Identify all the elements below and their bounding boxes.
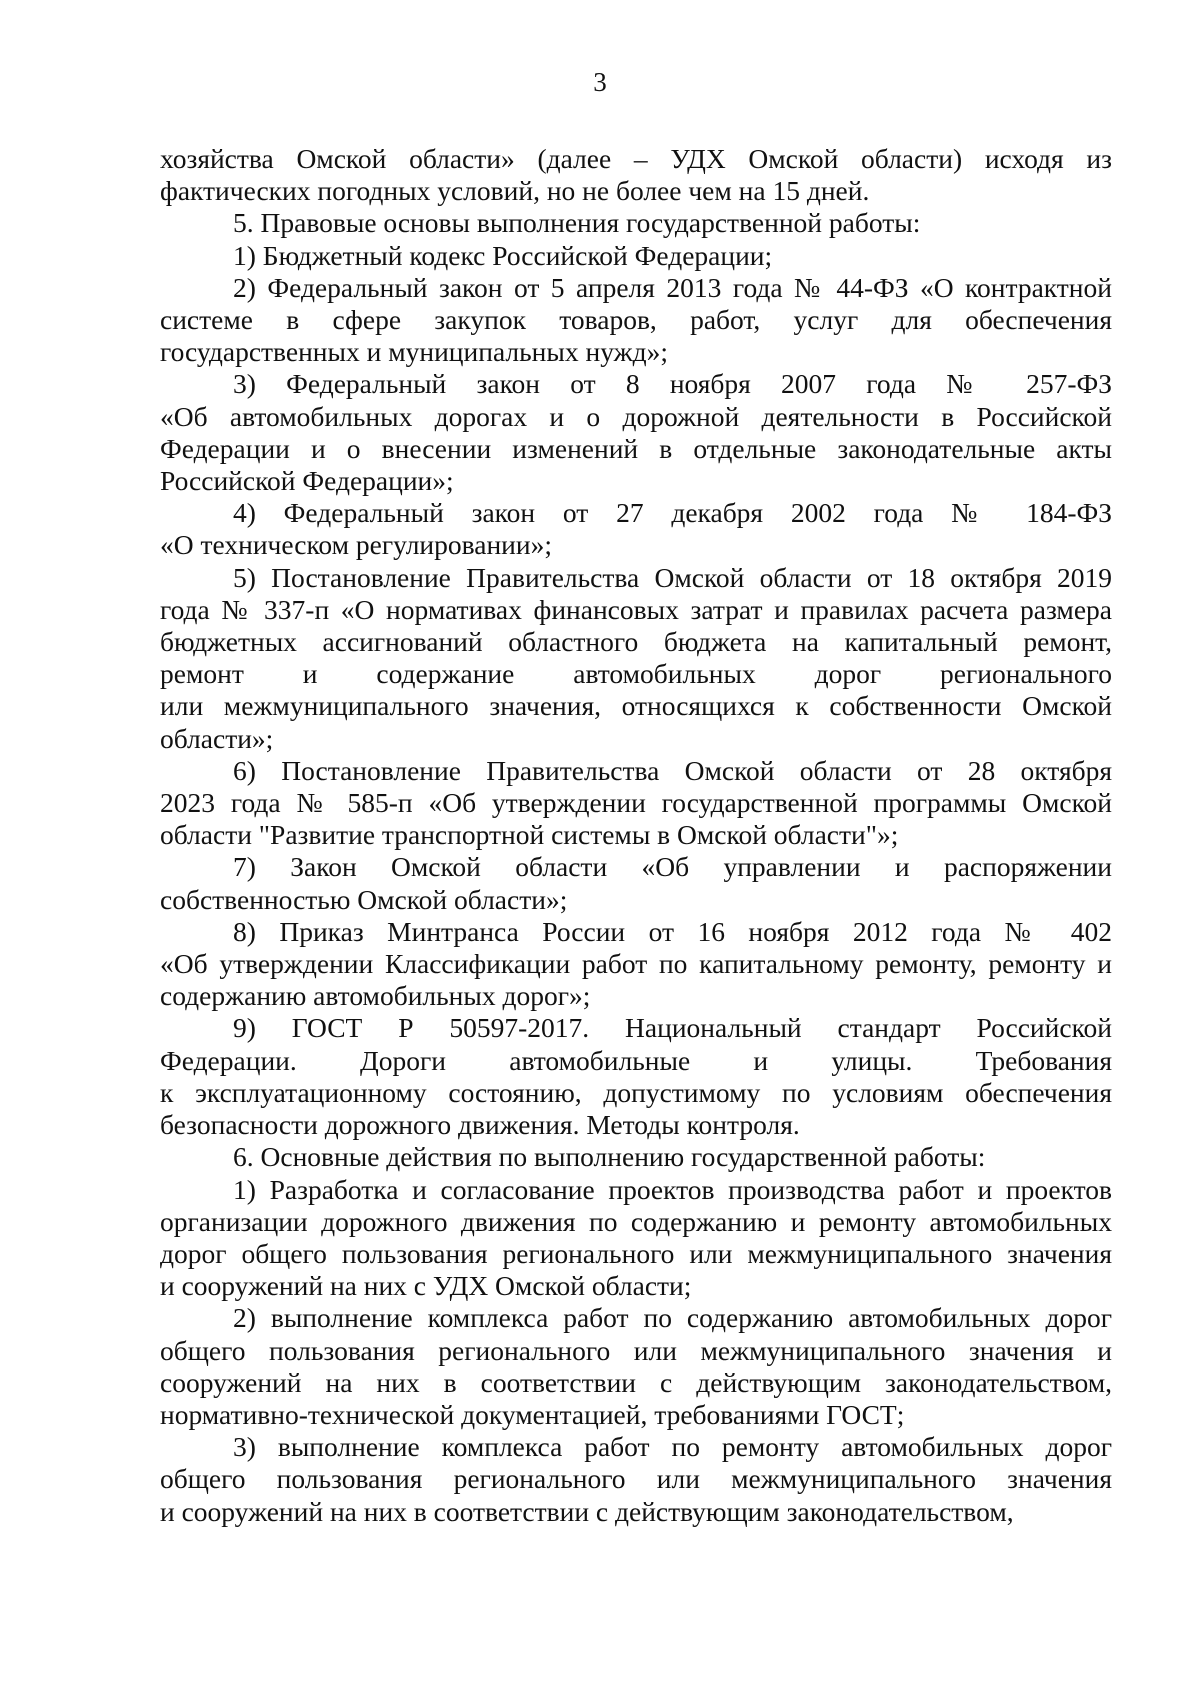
text-line: нормативно-технической документацией, требованиями ГОСТ; xyxy=(160,1398,905,1430)
text-line: 4) Федеральный закон от 27 декабря 2002 года № 184-ФЗ xyxy=(233,497,1112,529)
text-line: 5. Правовые основы выполнения государственной работы: xyxy=(233,207,921,239)
text-line: фактических погодных условий, но не более чем на 15 дней. xyxy=(160,175,870,207)
text-line: 6. Основные действия по выполнению государственной работы: xyxy=(233,1141,986,1173)
text-line: 7) Закон Омской области «Об управлении и распоряжении xyxy=(233,851,1112,883)
text-line: содержанию автомобильных дорог»; xyxy=(160,980,591,1012)
paragraph xyxy=(160,755,1112,852)
text-line: общего пользования регионального или межмуниципального значения и xyxy=(160,1334,1112,1366)
text-line: бюджетных ассигнований областного бюджета на капитальный ремонт, xyxy=(160,626,1112,658)
paragraph xyxy=(160,1141,1112,1173)
text-line: 3) Федеральный закон от 8 ноября 2007 года № 257-ФЗ xyxy=(233,368,1112,400)
text-line: к эксплуатационному состоянию, допустимому по условиям обеспечения xyxy=(160,1076,1112,1108)
text-line: Федерации и о внесении изменений в отдельные законодательные акты xyxy=(160,432,1112,464)
paragraph xyxy=(160,851,1112,915)
text-line: «Об автомобильных дорогах и о дорожной деятельности в Российской xyxy=(160,400,1112,432)
text-line: общего пользования регионального или межмуниципального значения xyxy=(160,1463,1112,1495)
text-line: 2023 года № 585-п «Об утверждении государственной программы Омской xyxy=(160,787,1112,819)
paragraph xyxy=(160,562,1112,755)
text-line: «Об утверждении Классификации работ по капитальному ремонту, ремонту и xyxy=(160,948,1112,980)
text-line: ремонт и содержание автомобильных дорог регионального xyxy=(160,658,1112,690)
text-line: 2) выполнение комплекса работ по содержанию автомобильных дорог xyxy=(233,1302,1112,1334)
text-line: 2) Федеральный закон от 5 апреля 2013 года № 44-ФЗ «О контрактной xyxy=(233,271,1112,303)
paragraph xyxy=(160,1012,1112,1141)
text-line: 9) ГОСТ Р 50597-2017. Национальный стандарт Российской xyxy=(233,1012,1112,1044)
paragraph xyxy=(160,272,1112,369)
text-line: 1) Бюджетный кодекс Российской Федерации; xyxy=(233,239,773,271)
paragraph xyxy=(160,497,1112,561)
text-line: дорог общего пользования регионального или межмуниципального значения xyxy=(160,1237,1112,1269)
text-line: организации дорожного движения по содержанию и ремонту автомобильных xyxy=(160,1205,1112,1237)
text-line: года № 337-п «О нормативах финансовых затрат и правилах расчета размера xyxy=(160,593,1112,625)
text-line: «О техническом регулировании»; xyxy=(160,529,553,561)
text-line: 3) выполнение комплекса работ по ремонту автомобильных дорог xyxy=(233,1431,1112,1463)
paragraph xyxy=(160,207,1112,239)
text-line: государственных и муниципальных нужд»; xyxy=(160,336,668,368)
paragraph xyxy=(160,368,1112,497)
text-line: сооружений на них в соответствии с действующим законодательством, xyxy=(160,1366,1112,1398)
text-line: 6) Постановление Правительства Омской области от 28 октября xyxy=(233,754,1112,786)
paragraph xyxy=(160,143,1112,207)
document-body xyxy=(160,143,1112,1528)
paragraph xyxy=(160,916,1112,1013)
text-line: области»; xyxy=(160,722,274,754)
text-line: Российской Федерации»; xyxy=(160,465,454,497)
text-line: безопасности дорожного движения. Методы контроля. xyxy=(160,1109,800,1141)
text-line: хозяйства Омской области» (далее – УДХ Омской области) исходя из xyxy=(160,143,1112,174)
paragraph xyxy=(160,1302,1112,1431)
text-line: области "Развитие транспортной системы в Омской области"»; xyxy=(160,819,899,851)
text-line: и сооружений на них с УДХ Омской области; xyxy=(160,1270,692,1302)
paragraph xyxy=(160,1431,1112,1528)
text-line: 5) Постановление Правительства Омской области от 18 октября 2019 xyxy=(233,561,1112,593)
text-line: Федерации. Дороги автомобильные и улицы. Требования xyxy=(160,1044,1112,1076)
text-line: или межмуниципального значения, относящихся к собственности Омской xyxy=(160,690,1112,722)
page-number: 3 xyxy=(593,67,607,97)
paragraph xyxy=(160,240,1112,272)
paragraph xyxy=(160,1174,1112,1303)
text-line: 1) Разработка и согласование проектов производства работ и проектов xyxy=(233,1173,1112,1205)
text-line: собственностью Омской области»; xyxy=(160,883,568,915)
text-line: системе в сфере закупок товаров, работ, услуг для обеспечения xyxy=(160,304,1112,336)
text-line: 8) Приказ Минтранса России от 16 ноября 2012 года № 402 xyxy=(233,915,1112,947)
text-line: и сооружений на них в соответствии с действующим законодательством, xyxy=(160,1495,1014,1527)
